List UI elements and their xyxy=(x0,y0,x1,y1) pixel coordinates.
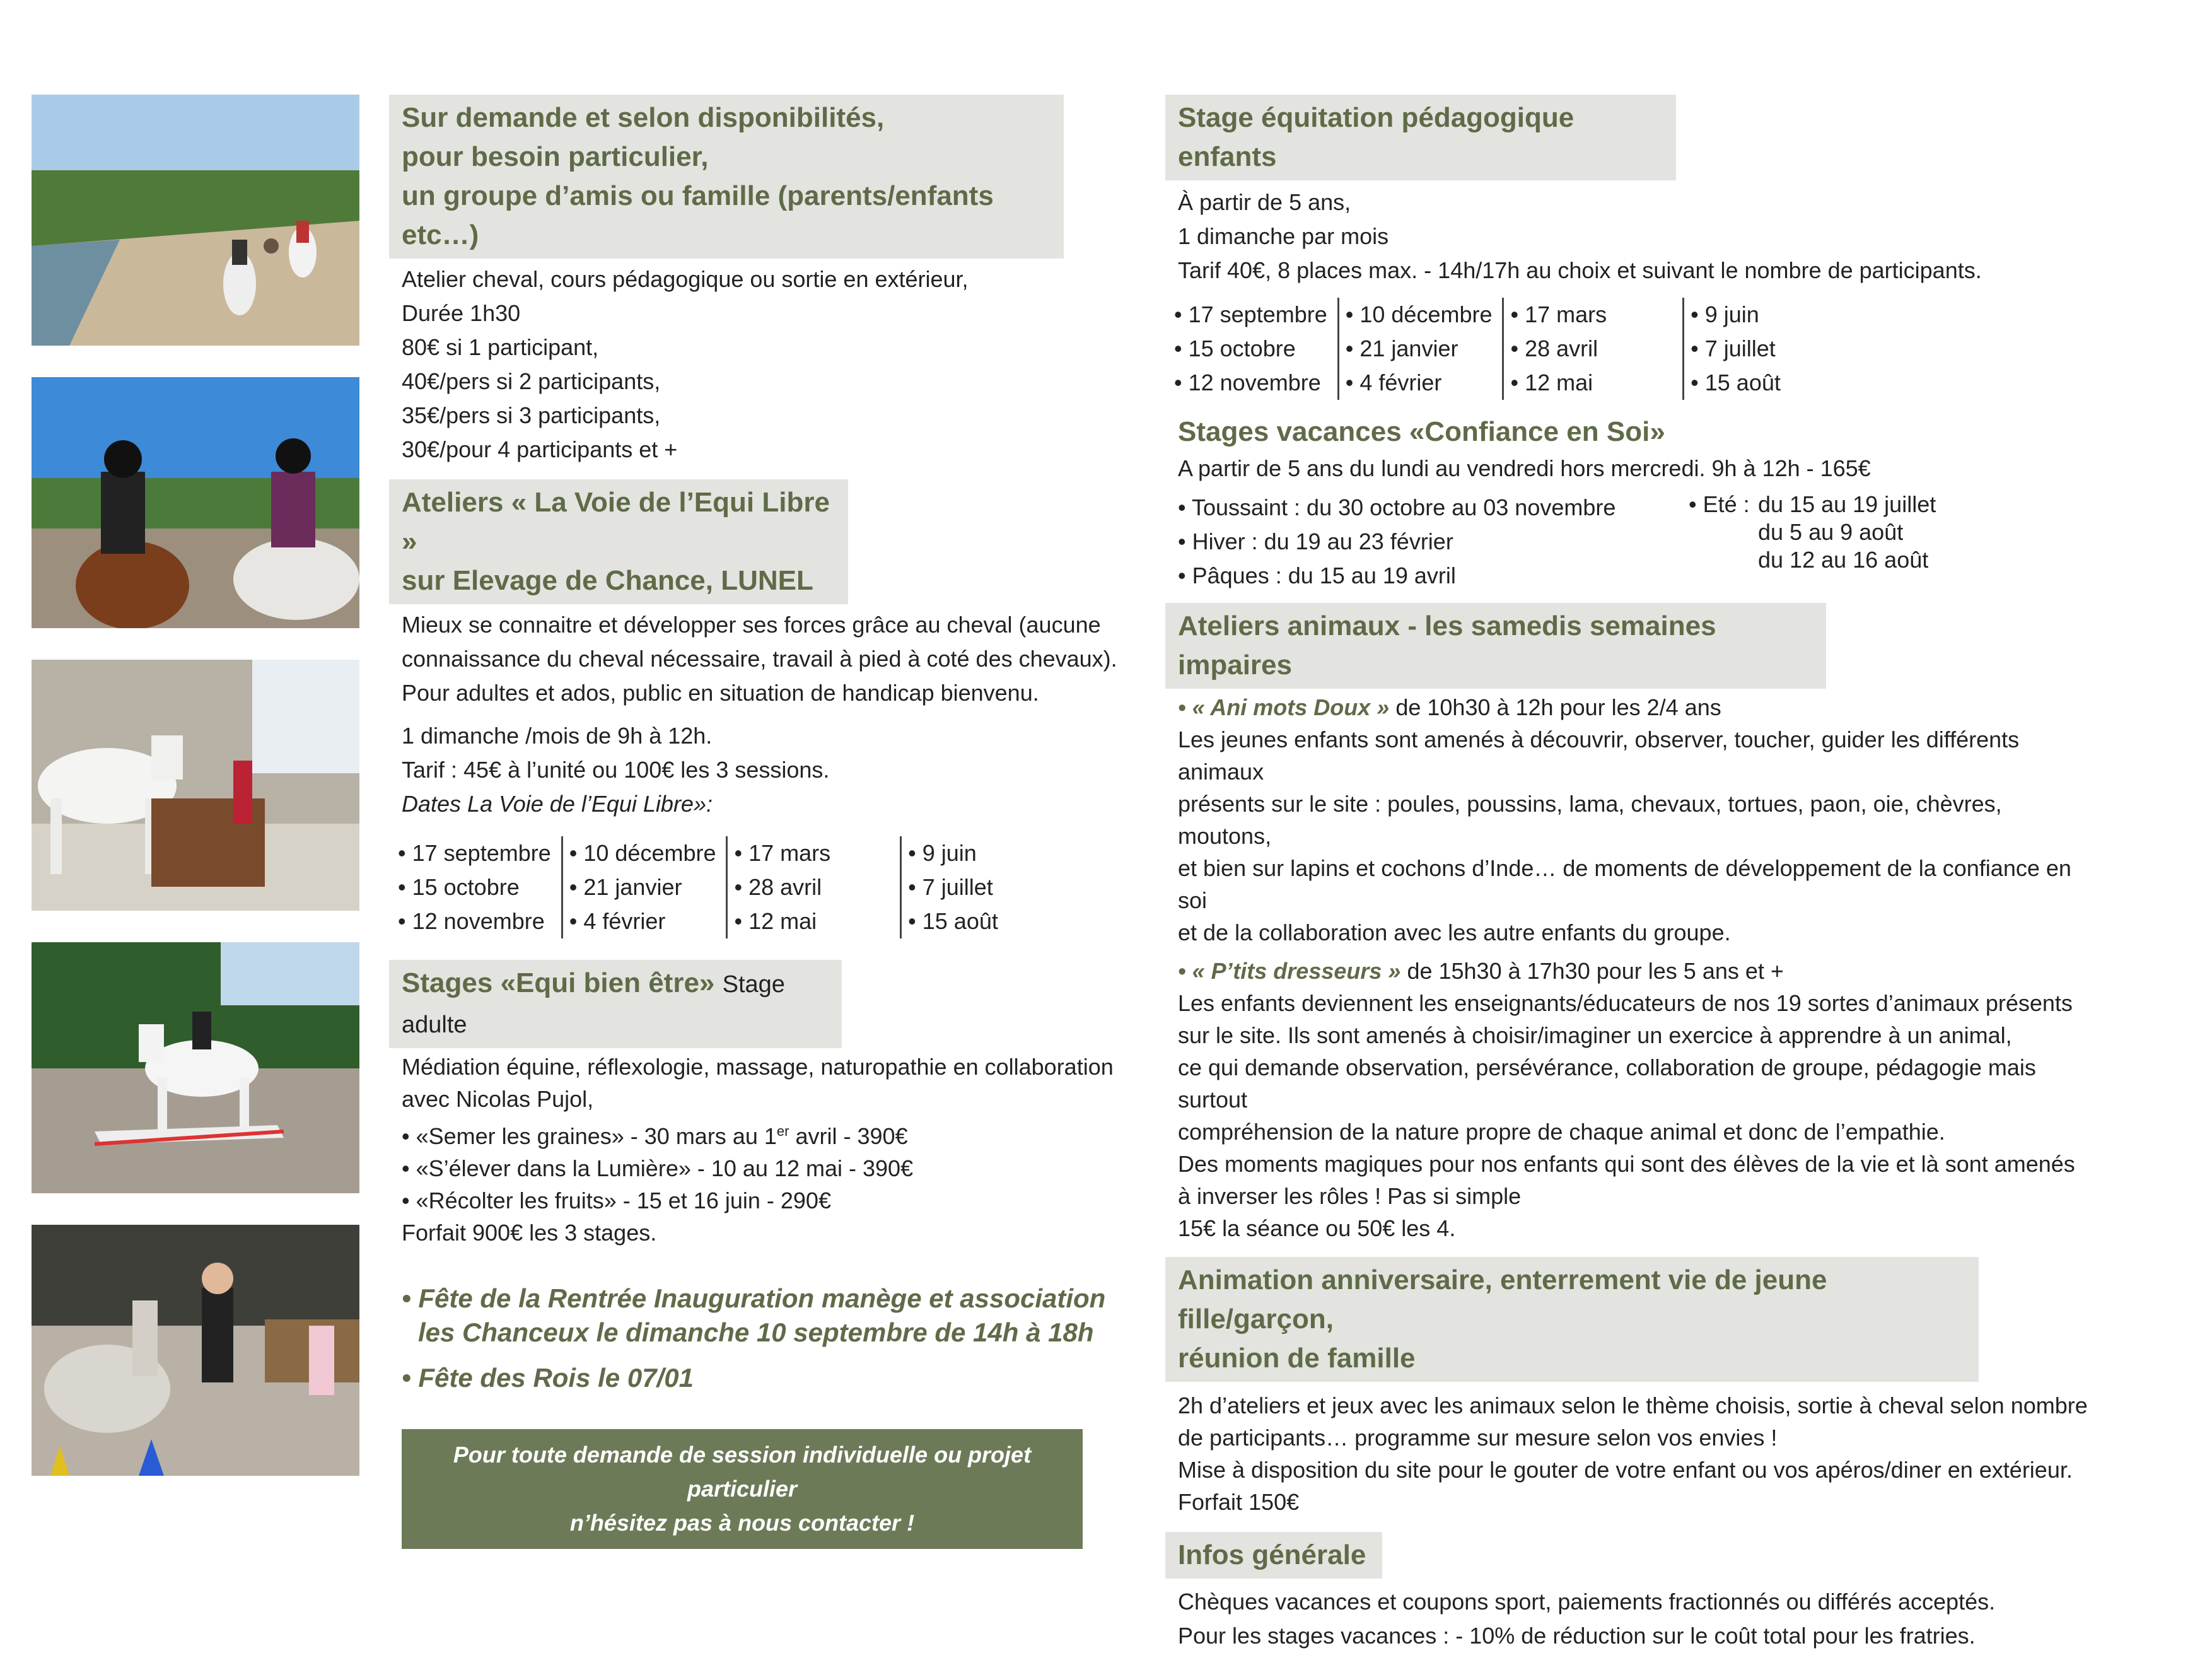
text-line: 80€ si 1 participant, xyxy=(402,334,599,360)
text-line: présents sur le site : poules, poussins, lama, chevaux, tortues, paon, oie, chèvres, moutons, xyxy=(1178,791,2002,849)
section-stage-equitation-body xyxy=(1165,185,2098,288)
section-equi-libre-body xyxy=(389,608,1121,821)
text-line: 2h d’ateliers et jeux avec les animaux selon le thème choisis, sortie à cheval selon nombre xyxy=(1178,1393,2088,1418)
heading-subtitle: Stage adulte xyxy=(402,971,785,1038)
text-line: Mise à disposition du site pour le gouter de votre enfant ou vos apéros/diner en extérieur. xyxy=(1178,1457,2073,1483)
heading-line: Ateliers « La Voie de l’Equi Libre » xyxy=(402,487,830,557)
section-animation-body xyxy=(1165,1389,2098,1518)
date-cell: • 10 décembre xyxy=(1338,298,1503,332)
events-block xyxy=(389,1282,1121,1395)
atelier-name: • « P’tits dresseurs » xyxy=(1178,958,1401,984)
right-text-column xyxy=(1165,95,2098,1653)
date-cell: • 12 novembre xyxy=(1174,370,1321,395)
stage-item-semer xyxy=(402,1115,1121,1152)
heading-text: Stages vacances «Confiance en Soi» xyxy=(1178,416,1665,447)
atelier-ani-mots-doux xyxy=(1178,691,2098,723)
heading-line: Sur demande et selon disponibilités, xyxy=(402,102,885,133)
period-item: • Pâques : du 15 au 19 avril xyxy=(1178,563,1456,588)
date-cell: • 4 février xyxy=(1338,366,1503,400)
period-item: du 5 au 9 août xyxy=(1758,519,1904,545)
text-line: Pour les stages vacances : - 10% de réduction sur le coût total pour les fratries. xyxy=(1178,1623,1976,1649)
text-fragment: • «Semer les graines» - 30 mars au 1 xyxy=(402,1123,777,1149)
event-line: les Chanceux le dimanche 10 septembre de 14h à 18h xyxy=(418,1317,1094,1347)
photo-trail-ride xyxy=(32,95,359,346)
text-line: Des moments magiques pour nos enfants qui sont des élèves de la vie et là sont amenés xyxy=(1178,1151,2075,1177)
event-line: • Fête des Rois le 07/01 xyxy=(402,1363,694,1393)
text-line: Durée 1h30 xyxy=(402,300,521,326)
date-cell: • 10 décembre xyxy=(562,836,727,870)
dates-table-equitation xyxy=(1168,298,1791,400)
period-item: • Hiver : du 19 au 23 février xyxy=(1178,529,1453,554)
contact-banner xyxy=(402,1429,1083,1549)
date-cell: • 12 mai xyxy=(727,904,901,938)
text-line: Médiation équine, réflexologie, massage, naturopathie en collaboration xyxy=(402,1054,1114,1080)
heading-animation-anniversaire xyxy=(1165,1257,1979,1382)
text-line: Pour adultes et ados, public en situation de handicap bienvenu. xyxy=(402,680,1039,706)
section-ateliers-animaux-body xyxy=(1165,691,2098,1244)
heading-text: Infos générale xyxy=(1178,1539,1366,1570)
heading-infos-generale xyxy=(1165,1532,1382,1579)
text-line: compréhension de la nature propre de chaque animal et donc de l’empathie. xyxy=(1178,1119,1945,1145)
heading-text: Stages «Equi bien être» xyxy=(402,967,715,998)
text-line: Atelier cheval, cours pédagogique ou sortie en extérieur, xyxy=(402,266,969,292)
heading-line: réunion de famille xyxy=(1178,1343,1416,1374)
date-cell: • 12 mai xyxy=(1503,366,1684,400)
section-stages-vacances-body xyxy=(1165,452,2098,593)
period-item: du 12 au 16 août xyxy=(1758,547,1929,573)
text-line: Forfait 150€ xyxy=(1178,1489,1300,1515)
vacances-periods xyxy=(1178,491,2098,593)
text-line: À partir de 5 ans, xyxy=(1178,189,1351,215)
text-fragment: de 10h30 à 12h pour les 2/4 ans xyxy=(1389,694,1721,720)
atelier-ptits-dresseurs xyxy=(1178,955,2098,987)
dates-label: Dates La Voie de l’Equi Libre»: xyxy=(402,791,713,817)
period-item: du 15 au 19 juillet xyxy=(1758,491,1936,517)
date-cell: • 21 janvier xyxy=(562,870,727,904)
stage-item-elever: • «S’élever dans la Lumière» - 10 au 12 mai - 390€ xyxy=(402,1155,914,1181)
forfait-line: Forfait 900€ les 3 stages. xyxy=(402,1220,657,1246)
date-cell: • 15 octobre xyxy=(1174,336,1296,361)
photo-llama-kids xyxy=(32,1225,359,1476)
text-line: 1 dimanche par mois xyxy=(1178,223,1389,249)
contact-line: n’hésitez pas à nous contacter ! xyxy=(569,1510,915,1536)
section-sur-demande-body xyxy=(389,262,1121,467)
date-cell: • 21 janvier xyxy=(1338,332,1503,366)
photo-horse-grooming xyxy=(32,660,359,911)
date-cell: • 17 mars xyxy=(1503,298,1684,332)
photo-column xyxy=(32,95,359,1507)
contact-line: Pour toute demande de session individuelle ou projet particulier xyxy=(453,1442,1032,1502)
date-cell: • 12 novembre xyxy=(398,908,545,934)
date-cell: • 15 octobre xyxy=(398,874,520,900)
text-line: 35€/pers si 3 participants, xyxy=(402,402,661,428)
date-cell: • 9 juin xyxy=(1684,298,1791,332)
atelier-name: • « Ani mots Doux » xyxy=(1178,694,1390,720)
text-line: Les jeunes enfants sont amenés à découvrir, observer, toucher, guider les différents animaux xyxy=(1178,727,2020,785)
text-line: Tarif : 45€ à l’unité ou 100€ les 3 sessions. xyxy=(402,757,830,783)
heading-line: un groupe d’amis ou famille (parents/enfants etc…) xyxy=(402,180,994,250)
heading-equi-libre xyxy=(389,479,848,604)
section-equi-bien-etre-body xyxy=(389,1051,1121,1249)
event-line: • Fête de la Rentrée Inauguration manège et association xyxy=(402,1283,1106,1313)
text-line: Chèques vacances et coupons sport, paiements fractionnés ou différés acceptés. xyxy=(1178,1589,1996,1615)
photo-arena-rider xyxy=(32,942,359,1193)
text-line: 40€/pers si 2 participants, xyxy=(402,368,661,394)
photo-kids-on-horses xyxy=(32,377,359,628)
left-text-column xyxy=(389,95,1121,1549)
heading-sur-demande xyxy=(389,95,1064,259)
text-line: 30€/pour 4 participants et + xyxy=(402,436,678,462)
vacances-left-list xyxy=(1178,491,1689,593)
text-line: A partir de 5 ans du lundi au vendredi hors mercredi. 9h à 12h - 165€ xyxy=(1178,455,1871,481)
text-line: 15€ la séance ou 50€ les 4. xyxy=(1178,1215,1456,1241)
date-cell: • 15 août xyxy=(1684,366,1791,400)
text-line: Tarif 40€, 8 places max. - 14h/17h au choix et suivant le nombre de participants. xyxy=(1178,257,1982,283)
dates-table-equi-libre xyxy=(392,836,1008,938)
date-cell: • 17 mars xyxy=(727,836,901,870)
text-fragment: avril - 390€ xyxy=(789,1123,908,1149)
period-item: • Toussaint : du 30 octobre au 03 novembre xyxy=(1178,494,1616,520)
text-line: et de la collaboration avec les autre enfants du groupe. xyxy=(1178,920,1731,945)
date-cell: • 4 février xyxy=(562,904,727,938)
heading-ateliers-animaux xyxy=(1165,603,1826,689)
date-cell: • 7 juillet xyxy=(901,870,1008,904)
text-line: à inverser les rôles ! Pas si simple xyxy=(1178,1183,1522,1209)
date-cell: • 28 avril xyxy=(1503,332,1684,366)
heading-text: Ateliers animaux - les samedis semaines impaires xyxy=(1178,610,1716,680)
superscript: er xyxy=(776,1123,789,1139)
text-fragment: de 15h30 à 17h30 pour les 5 ans et + xyxy=(1400,958,1784,984)
heading-line: sur Elevage de Chance, LUNEL xyxy=(402,565,813,596)
text-line: de participants… programme sur mesure selon vos envies ! xyxy=(1178,1425,1778,1451)
heading-line: Animation anniversaire, enterrement vie de jeune fille/garçon, xyxy=(1178,1265,1827,1335)
text-line: connaissance du cheval nécessaire, travail à pied à coté des chevaux). xyxy=(402,646,1117,672)
text-line: sur le site. Ils sont amenés à choisir/imaginer un exercice à apprendre à un animal, xyxy=(1178,1022,2012,1048)
heading-stages-vacances xyxy=(1165,412,2098,452)
date-cell: • 17 septembre xyxy=(1174,301,1327,327)
text-line: Mieux se connaitre et développer ses forces grâce au cheval (aucune xyxy=(402,612,1101,638)
date-cell: • 15 août xyxy=(901,904,1008,938)
ete-label: • Eté : xyxy=(1689,491,1750,517)
heading-text: Stage équitation pédagogique enfants xyxy=(1178,102,1575,172)
text-line: avec Nicolas Pujol, xyxy=(402,1086,594,1112)
text-line: et bien sur lapins et cochons d’Inde… de moments de développement de la confiance en soi xyxy=(1178,855,2071,913)
stage-item-recolter: • «Récolter les fruits» - 15 et 16 juin - 290€ xyxy=(402,1188,831,1213)
heading-line: pour besoin particulier, xyxy=(402,141,709,172)
date-cell: • 9 juin xyxy=(901,836,1008,870)
text-line: Les enfants deviennent les enseignants/éducateurs de nos 19 sortes d’animaux présents xyxy=(1178,990,2073,1016)
section-infos-body xyxy=(1165,1585,2098,1653)
date-cell: • 17 septembre xyxy=(398,840,551,866)
text-line: ce qui demande observation, persévérance, collaboration de groupe, pédagogie mais surtout xyxy=(1178,1054,2036,1113)
date-cell: • 28 avril xyxy=(727,870,901,904)
heading-stage-equitation xyxy=(1165,95,1676,180)
text-line: 1 dimanche /mois de 9h à 12h. xyxy=(402,723,713,749)
vacances-ete-list xyxy=(1689,491,1936,593)
date-cell: • 7 juillet xyxy=(1684,332,1791,366)
heading-equi-bien-etre xyxy=(389,960,842,1048)
